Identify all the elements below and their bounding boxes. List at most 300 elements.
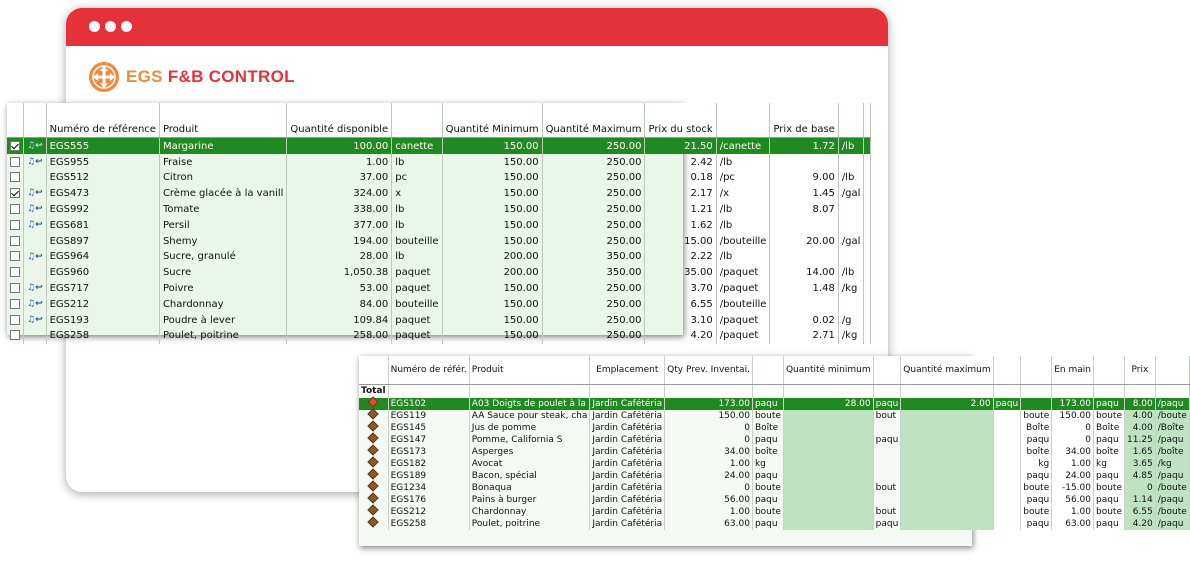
min-cell (783, 458, 873, 470)
row-type-cell (24, 296, 47, 312)
scroll-cell (864, 296, 871, 312)
row-checkbox[interactable] (10, 330, 20, 340)
scroll-cell (864, 154, 871, 170)
max-cell: 350.00 (542, 265, 645, 280)
recipe-icon: ♫↩ (27, 157, 43, 167)
table-row[interactable] (359, 506, 1189, 518)
header-ref[interactable]: Numéro de référence (46, 103, 159, 138)
prev-qty-cell: 0 (665, 482, 753, 494)
item-diamond-icon (368, 396, 379, 407)
table-row[interactable] (359, 458, 1189, 470)
base-unit-cell (838, 249, 864, 265)
table-row[interactable] (7, 265, 871, 280)
max-unit-cell (993, 410, 1021, 422)
qty-cell: 1,050.38 (287, 265, 392, 280)
header-qty[interactable]: Quantité disponible (287, 103, 392, 138)
table-row[interactable] (7, 312, 871, 328)
table-row[interactable] (7, 296, 871, 312)
header-base-unit[interactable] (838, 103, 864, 138)
price-unit-cell: /paquet (716, 328, 770, 343)
base-cell: 14.00 (770, 265, 838, 280)
price-unit-cell: /lb (716, 154, 770, 170)
table-row[interactable] (7, 201, 871, 217)
product-cell: Poivre (159, 280, 286, 296)
row-checkbox[interactable] (10, 315, 20, 325)
price-cell: 0 (1125, 482, 1156, 494)
ref-cell: EGS955 (46, 154, 159, 170)
row-checkbox-cell (7, 328, 24, 343)
ref-cell: EGS173 (388, 446, 469, 458)
header-prev-unit[interactable] (752, 356, 783, 385)
scroll-cell (864, 185, 871, 201)
hand-unit1-cell: boute (1021, 410, 1052, 422)
qty-cell: 194.00 (287, 233, 392, 248)
qty-cell: 324.00 (287, 185, 392, 201)
hand-unit1-cell: boîte (1021, 446, 1052, 458)
recipe-icon: ♫↩ (27, 204, 43, 215)
table-row[interactable] (359, 410, 1189, 422)
qty-cell: 258.00 (287, 328, 392, 343)
max-cell: 250.00 (542, 280, 645, 296)
max-cell: 250.00 (542, 185, 645, 201)
location-cell: Jardin Cafétéria (590, 410, 665, 422)
row-checkbox[interactable] (10, 220, 20, 230)
qty-cell: 37.00 (287, 170, 392, 185)
price-cell: 4.20 (1125, 518, 1156, 530)
max-cell (901, 458, 993, 470)
total-row (359, 385, 1189, 399)
row-checkbox[interactable] (10, 299, 20, 309)
header-product[interactable]: Produit (469, 356, 590, 385)
price-unit-cell: /bouteille (716, 296, 770, 312)
product-cell: Tomate (159, 201, 286, 217)
logo-icon (88, 61, 120, 93)
inventory-table (7, 103, 871, 344)
item-diamond-icon (368, 516, 379, 527)
location-table (359, 356, 1190, 530)
ref-cell: EGS258 (46, 328, 159, 343)
base-unit-cell (838, 201, 864, 217)
qty-unit-cell: lb (392, 201, 442, 217)
row-checkbox[interactable] (10, 283, 20, 293)
price-cell: 8.00 (1125, 398, 1156, 410)
max-cell: 250.00 (542, 296, 645, 312)
price-unit-cell: /canette (716, 138, 770, 155)
table-row[interactable] (7, 185, 871, 201)
min-cell (783, 470, 873, 482)
max-unit-cell (993, 446, 1021, 458)
prev-unit-cell: paqu (752, 518, 783, 530)
table-row[interactable] (359, 398, 1189, 410)
base-unit-cell: /lb (838, 138, 864, 155)
min-cell: 28.00 (783, 398, 873, 410)
price-cell: 1.14 (1125, 494, 1156, 506)
header-max[interactable]: Quantité maximum (901, 356, 993, 385)
qty-unit-cell: bouteille (392, 233, 442, 248)
table-row[interactable] (7, 170, 871, 185)
table-row[interactable] (359, 446, 1189, 458)
header-price-unit[interactable] (1155, 356, 1189, 385)
ref-cell: EGS964 (46, 249, 159, 265)
price-unit-cell: /paquet (716, 265, 770, 280)
product-cell: Persil (159, 217, 286, 233)
recipe-icon: ♫↩ (27, 188, 43, 199)
table-row[interactable] (7, 233, 871, 248)
item-diamond-icon (368, 492, 379, 503)
product-cell: A03 Doigts de poulet à la (469, 398, 590, 410)
product-cell: Poudre à lever (159, 312, 286, 328)
qty-unit-cell: x (392, 185, 442, 201)
table-row[interactable] (7, 217, 871, 233)
hand-unit-cell: paqu (1094, 434, 1125, 446)
row-checkbox[interactable] (10, 204, 20, 214)
qty-cell: 377.00 (287, 217, 392, 233)
row-checkbox-cell (7, 249, 24, 265)
location-cell: Jardin Cafétéria (590, 422, 665, 434)
product-cell: Poulet, poitrine (159, 328, 286, 343)
price-cell: 2.42 (645, 154, 716, 170)
prev-qty-cell: 63.00 (665, 518, 753, 530)
scroll-cell (864, 233, 871, 248)
hand-unit1-cell: boute (1021, 482, 1052, 494)
header-product[interactable]: Produit (159, 103, 286, 138)
row-checkbox[interactable] (10, 141, 20, 151)
header-price[interactable]: Prix (1125, 356, 1156, 385)
table-header (7, 103, 871, 138)
min-unit-cell: paqu (873, 434, 901, 446)
base-cell: 1.72 (770, 138, 838, 155)
prev-unit-cell: paqu (752, 494, 783, 506)
min-cell: 150.00 (442, 312, 542, 328)
product-cell: Shemy (159, 233, 286, 248)
table-row[interactable] (359, 518, 1189, 530)
prev-unit-cell: paqu (752, 434, 783, 446)
min-cell (783, 446, 873, 458)
table-row[interactable] (7, 138, 871, 155)
base-unit-cell: /g (838, 312, 864, 328)
min-cell (783, 494, 873, 506)
qty-cell: 53.00 (287, 280, 392, 296)
max-cell: 2.00 (901, 398, 993, 410)
table-header (359, 356, 1189, 385)
header-max-unit[interactable] (993, 356, 1021, 385)
base-cell (770, 154, 838, 170)
header-price[interactable]: Prix du stock (645, 103, 716, 138)
row-checkbox[interactable] (10, 251, 20, 261)
price-cell: 35.00 (645, 265, 716, 280)
hand-unit-cell: Boîte (1094, 422, 1125, 434)
row-checkbox-cell (7, 265, 24, 280)
row-checkbox-cell (7, 185, 24, 201)
header-hand-unit1[interactable] (1021, 356, 1052, 385)
scroll-cell (864, 249, 871, 265)
prev-qty-cell: 24.00 (665, 470, 753, 482)
base-unit-cell: /gal (838, 185, 864, 201)
brand-name: EGS F&B CONTROL (126, 67, 295, 86)
price-cell: 1.65 (1125, 446, 1156, 458)
row-type-cell (24, 328, 47, 343)
base-unit-cell: /kg (838, 280, 864, 296)
product-cell: Crème glacée à la vanill (159, 185, 286, 201)
table-row[interactable] (7, 249, 871, 265)
hand-unit-cell: boîte (1094, 446, 1125, 458)
prev-unit-cell: Boîte (752, 422, 783, 434)
price-cell: 2.17 (645, 185, 716, 201)
min-cell: 150.00 (442, 217, 542, 233)
ref-cell: EGS182 (388, 458, 469, 470)
item-diamond-icon (368, 444, 379, 455)
header-icon[interactable] (359, 356, 388, 385)
product-cell: Margarine (159, 138, 286, 155)
row-checkbox-cell (7, 312, 24, 328)
product-cell: Sucre, granulé (159, 249, 286, 265)
row-type-cell (24, 249, 47, 265)
prev-unit-cell: boîte (752, 446, 783, 458)
row-type-cell (24, 154, 47, 170)
qty-unit-cell: paquet (392, 312, 442, 328)
qty-unit-cell: bouteille (392, 296, 442, 312)
ref-cell: EGS145 (388, 422, 469, 434)
price-unit-cell: /Boîte (1155, 422, 1189, 434)
on-hand-cell: 63.00 (1052, 518, 1094, 530)
product-cell: Jus de pomme (469, 422, 590, 434)
min-cell (783, 434, 873, 446)
max-unit-cell (993, 434, 1021, 446)
max-cell: 250.00 (542, 201, 645, 217)
hand-unit-cell: paqu (1094, 470, 1125, 482)
ref-cell: EGS102 (388, 398, 469, 410)
window-dot-1[interactable] (89, 21, 100, 32)
prev-qty-cell: 0 (665, 434, 753, 446)
max-cell (901, 518, 993, 530)
price-cell: 21.50 (645, 138, 716, 155)
min-cell: 150.00 (442, 170, 542, 185)
item-diamond-icon (368, 504, 379, 515)
on-hand-cell: 1.00 (1052, 506, 1094, 518)
min-cell: 150.00 (442, 328, 542, 343)
prev-qty-cell: 1.00 (665, 458, 753, 470)
prev-unit-cell: boute (752, 410, 783, 422)
inventory-grid (7, 103, 861, 342)
price-unit-cell: /paqu (1155, 398, 1189, 410)
qty-cell: 100.00 (287, 138, 392, 155)
min-cell (783, 518, 873, 530)
header-location[interactable]: Emplacement (590, 356, 665, 385)
location-cell: Jardin Cafétéria (590, 446, 665, 458)
on-hand-cell: 56.00 (1052, 494, 1094, 506)
hand-unit-cell: paqu (1094, 398, 1125, 410)
base-unit-cell (838, 296, 864, 312)
table-row[interactable] (7, 280, 871, 296)
ref-cell: EGS992 (46, 201, 159, 217)
base-unit-cell (838, 154, 864, 170)
header-type[interactable] (24, 103, 47, 138)
ref-cell: EGS473 (46, 185, 159, 201)
header-on-hand[interactable]: En main (1052, 356, 1094, 385)
max-cell (901, 410, 993, 422)
header-hand-unit[interactable] (1094, 356, 1125, 385)
min-cell (783, 506, 873, 518)
price-unit-cell: /bouteille (716, 233, 770, 248)
qty-cell: 109.84 (287, 312, 392, 328)
row-checkbox-cell (7, 201, 24, 217)
header-min-unit[interactable] (873, 356, 901, 385)
header-ref[interactable]: Numéro de référ. (388, 356, 469, 385)
min-cell (783, 422, 873, 434)
price-cell: 1.21 (645, 201, 716, 217)
max-cell (901, 470, 993, 482)
ref-cell: EGS681 (46, 217, 159, 233)
header-min[interactable]: Quantité minimum (783, 356, 873, 385)
price-unit-cell: /x (716, 185, 770, 201)
row-type-cell (24, 201, 47, 217)
max-cell (901, 494, 993, 506)
ref-cell: EGS176 (388, 494, 469, 506)
product-cell: Chardonnay (159, 296, 286, 312)
header-min[interactable]: Quantité Minimum (442, 103, 542, 138)
hand-unit1-cell: boute (1021, 506, 1052, 518)
table-row[interactable] (359, 434, 1189, 446)
product-cell: AA Sauce pour steak, cha (469, 410, 590, 422)
scroll-cell (864, 201, 871, 217)
price-cell: 4.20 (645, 328, 716, 343)
item-diamond-icon (368, 420, 379, 431)
row-checkbox[interactable] (10, 267, 20, 277)
recipe-icon: ♫↩ (27, 283, 43, 294)
product-cell: Pains à burger (469, 494, 590, 506)
qty-cell: 338.00 (287, 201, 392, 217)
recipe-icon: ♫↩ (27, 315, 43, 326)
table-row[interactable] (359, 422, 1189, 434)
min-cell: 150.00 (442, 233, 542, 248)
price-unit-cell: /paqu (1155, 494, 1189, 506)
table-row[interactable] (7, 154, 871, 170)
brand (88, 61, 295, 93)
scroll-cell (864, 265, 871, 280)
min-cell: 150.00 (442, 201, 542, 217)
ref-cell: EGS189 (388, 470, 469, 482)
row-type-cell (24, 170, 47, 185)
header-scroll (864, 103, 871, 138)
price-cell: 6.55 (645, 296, 716, 312)
product-cell: Citron (159, 170, 286, 185)
row-type-cell (24, 265, 47, 280)
prev-qty-cell: 1.00 (665, 506, 753, 518)
product-cell: Bacon, spécial (469, 470, 590, 482)
window-dot-2[interactable] (105, 21, 116, 32)
header-base[interactable]: Prix de base (770, 103, 838, 138)
prev-qty-cell: 150.00 (665, 410, 753, 422)
row-checkbox[interactable] (10, 188, 20, 198)
row-checkbox-cell (7, 138, 24, 155)
row-checkbox-cell (7, 280, 24, 296)
min-unit-cell: bout (873, 410, 901, 422)
on-hand-cell: 150.00 (1052, 410, 1094, 422)
table-row[interactable] (359, 482, 1189, 494)
hand-unit1-cell: kg (1021, 458, 1052, 470)
row-checkbox[interactable] (10, 236, 20, 246)
max-unit-cell (993, 506, 1021, 518)
scroll-cell (864, 170, 871, 185)
price-cell: 4.00 (1125, 410, 1156, 422)
qty-unit-cell: pc (392, 170, 442, 185)
price-cell: 3.65 (1125, 458, 1156, 470)
qty-unit-cell: canette (392, 138, 442, 155)
item-diamond-icon (368, 480, 379, 491)
price-unit-cell: /paqu (1155, 518, 1189, 530)
recipe-icon: ♫↩ (27, 220, 43, 231)
base-unit-cell: /kg (838, 328, 864, 343)
location-cell: Jardin Cafétéria (590, 494, 665, 506)
row-checkbox-cell (7, 170, 24, 185)
base-cell: 1.45 (770, 185, 838, 201)
row-type-cell (24, 280, 47, 296)
table-row[interactable] (359, 494, 1189, 506)
price-cell: 3.70 (645, 280, 716, 296)
row-checkbox-cell (7, 217, 24, 233)
hand-unit1-cell: Boîte (1021, 422, 1052, 434)
row-type-cell (24, 138, 47, 155)
table-row[interactable] (359, 470, 1189, 482)
price-unit-cell: /boute (1155, 482, 1189, 494)
max-cell: 250.00 (542, 154, 645, 170)
max-cell: 250.00 (542, 328, 645, 343)
max-cell: 250.00 (542, 217, 645, 233)
price-cell: 4.00 (1125, 422, 1156, 434)
max-cell (901, 482, 993, 494)
ref-cell: EGS555 (46, 138, 159, 155)
row-checkbox[interactable] (10, 157, 20, 167)
table-row[interactable] (7, 328, 871, 343)
item-diamond-icon (368, 432, 379, 443)
location-grid (359, 356, 1187, 546)
max-cell (901, 422, 993, 434)
hand-unit-cell: paqu (1094, 518, 1125, 530)
on-hand-cell: -15.00 (1052, 482, 1094, 494)
prev-qty-cell: 34.00 (665, 446, 753, 458)
product-cell: Fraise (159, 154, 286, 170)
header-prev-qty[interactable]: Qty Prev. Inventai. (665, 356, 753, 385)
base-unit-cell (838, 217, 864, 233)
min-unit-cell: bout (873, 506, 901, 518)
ref-cell: EGS897 (46, 233, 159, 248)
header-price-unit[interactable] (716, 103, 770, 138)
hand-unit-cell: boute (1094, 506, 1125, 518)
window-dot-3[interactable] (121, 21, 132, 32)
header-max[interactable]: Quantité Maximum (542, 103, 645, 138)
hand-unit1-cell: paqu (1021, 518, 1052, 530)
price-cell: 11.25 (1125, 434, 1156, 446)
max-cell (901, 506, 993, 518)
header-check[interactable] (7, 103, 24, 138)
scroll-cell (864, 217, 871, 233)
price-unit-cell: /paqu (1155, 470, 1189, 482)
on-hand-cell: 0 (1052, 422, 1094, 434)
max-cell: 250.00 (542, 312, 645, 328)
recipe-icon: ♫↩ (27, 299, 43, 310)
prev-unit-cell: boute (752, 482, 783, 494)
on-hand-cell: 34.00 (1052, 446, 1094, 458)
ref-cell: EGS193 (46, 312, 159, 328)
row-checkbox[interactable] (10, 172, 20, 182)
header-qty-unit[interactable] (392, 103, 442, 138)
max-unit-cell: paqu (993, 398, 1021, 410)
on-hand-cell: 24.00 (1052, 470, 1094, 482)
item-diamond-icon (368, 456, 379, 467)
min-unit-cell: paqu (873, 398, 901, 410)
row-type-cell (24, 217, 47, 233)
ref-cell: EGS212 (388, 506, 469, 518)
